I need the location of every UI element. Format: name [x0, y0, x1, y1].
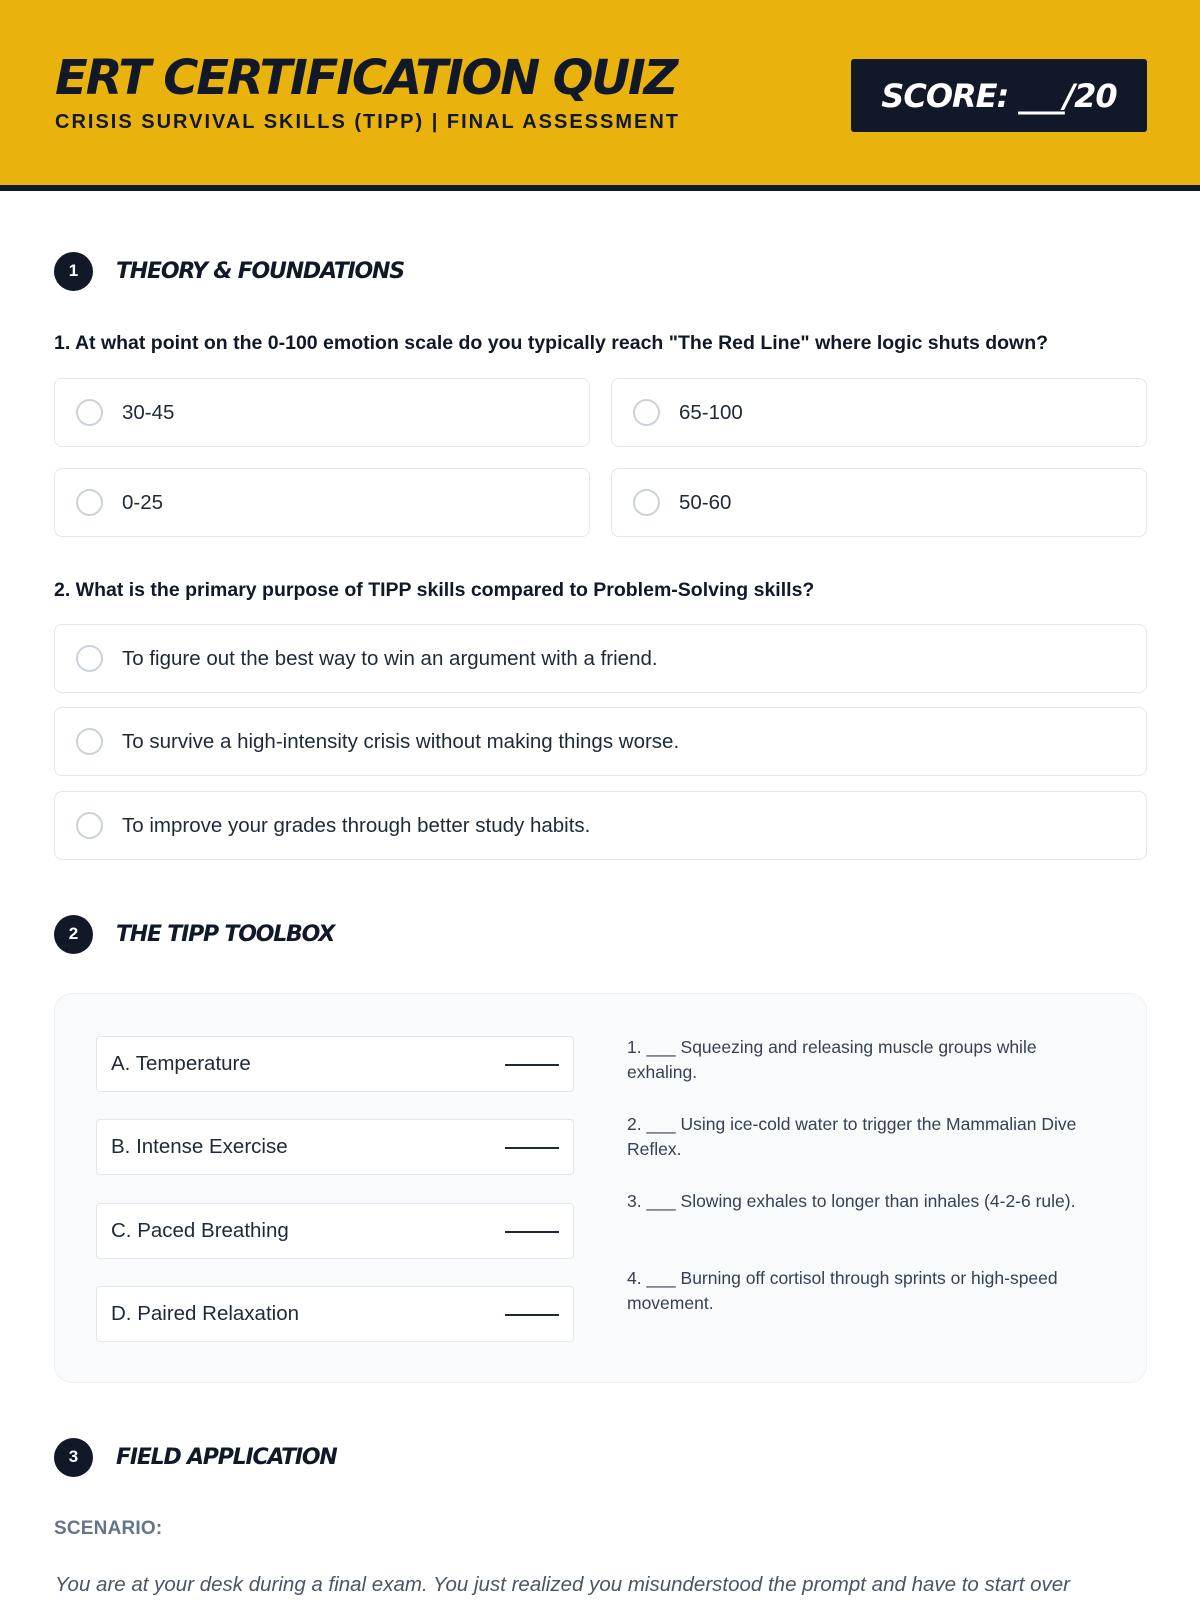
section-1-header [54, 251, 404, 291]
header-banner [0, 0, 1200, 191]
q2-option-c[interactable] [54, 791, 1147, 860]
option-label: 0-25 [122, 490, 164, 514]
radio-button[interactable] [633, 399, 660, 426]
tool-temperature [96, 1036, 574, 1092]
scenario-text: You are at your desk during a final exam. You just realized you misunderstood the prompt and have to start over [55, 1573, 1070, 1596]
quiz-title: ERT CERTIFICATION QUIZ [55, 50, 677, 106]
option-label: To improve your grades through better study habits. [122, 813, 591, 837]
option-label: 50-60 [679, 490, 732, 514]
tool-paced-breathing [96, 1203, 574, 1259]
section-title: FIELD APPLICATION [116, 1444, 337, 1470]
score-box [851, 59, 1147, 132]
option-label: To figure out the best way to win an argument with a friend. [122, 646, 658, 670]
question-1-text: 1. At what point on the 0-100 emotion scale do you typically reach "The Red Line" where logic shuts down? [54, 332, 1049, 354]
definition-item: 2. ___ Using ice-cold water to trigger the Mammalian Dive Reflex. [627, 1114, 1077, 1159]
q1-option-b[interactable] [611, 378, 1147, 447]
answer-blank[interactable] [505, 1064, 559, 1066]
definition-item: 3. ___ Slowing exhales to longer than inhales (4-2-6 rule). [627, 1191, 1076, 1211]
option-label: 65-100 [679, 400, 743, 424]
radio-button[interactable] [76, 489, 103, 516]
q2-option-b[interactable] [54, 707, 1147, 776]
q2-option-a[interactable] [54, 624, 1147, 693]
answer-blank[interactable] [505, 1314, 559, 1316]
section-title: THE TIPP TOOLBOX [116, 921, 335, 947]
radio-button[interactable] [76, 645, 103, 672]
radio-button[interactable] [76, 812, 103, 839]
option-label: 30-45 [122, 400, 175, 424]
q1-option-a[interactable] [54, 378, 590, 447]
radio-button[interactable] [76, 728, 103, 755]
score-label: SCORE: ___/20 [881, 76, 1117, 115]
tool-label: D. Paired Relaxation [111, 1302, 300, 1325]
section-3-header [54, 1437, 337, 1477]
radio-button[interactable] [633, 489, 660, 516]
section-title: THEORY & FOUNDATIONS [116, 258, 404, 284]
quiz-subtitle: CRISIS SURVIVAL SKILLS (TIPP) | FINAL ASSESSMENT [55, 111, 680, 133]
radio-button[interactable] [76, 399, 103, 426]
q1-option-c[interactable] [54, 468, 590, 537]
tool-label: C. Paced Breathing [111, 1219, 289, 1242]
tool-intense-exercise [96, 1119, 574, 1175]
tool-paired-relaxation [96, 1286, 574, 1342]
option-label: To survive a high-intensity crisis without making things worse. [122, 729, 680, 753]
section-number-badge: 2 [54, 915, 93, 954]
q1-option-d[interactable] [611, 468, 1147, 537]
answer-blank[interactable] [505, 1231, 559, 1233]
tool-label: B. Intense Exercise [111, 1135, 288, 1158]
scenario-label: SCENARIO: [54, 1518, 163, 1539]
definition-item: 1. ___ Squeezing and releasing muscle groups while exhaling. [627, 1037, 1037, 1082]
answer-blank[interactable] [505, 1147, 559, 1149]
question-2-text: 2. What is the primary purpose of TIPP skills compared to Problem-Solving skills? [54, 579, 815, 601]
tool-label: A. Temperature [111, 1052, 251, 1075]
section-number-badge: 3 [54, 1438, 93, 1477]
section-2-header [54, 914, 334, 954]
section-number-badge: 1 [54, 252, 93, 291]
definition-item: 4. ___ Burning off cortisol through sprints or high-speed movement. [627, 1268, 1058, 1313]
